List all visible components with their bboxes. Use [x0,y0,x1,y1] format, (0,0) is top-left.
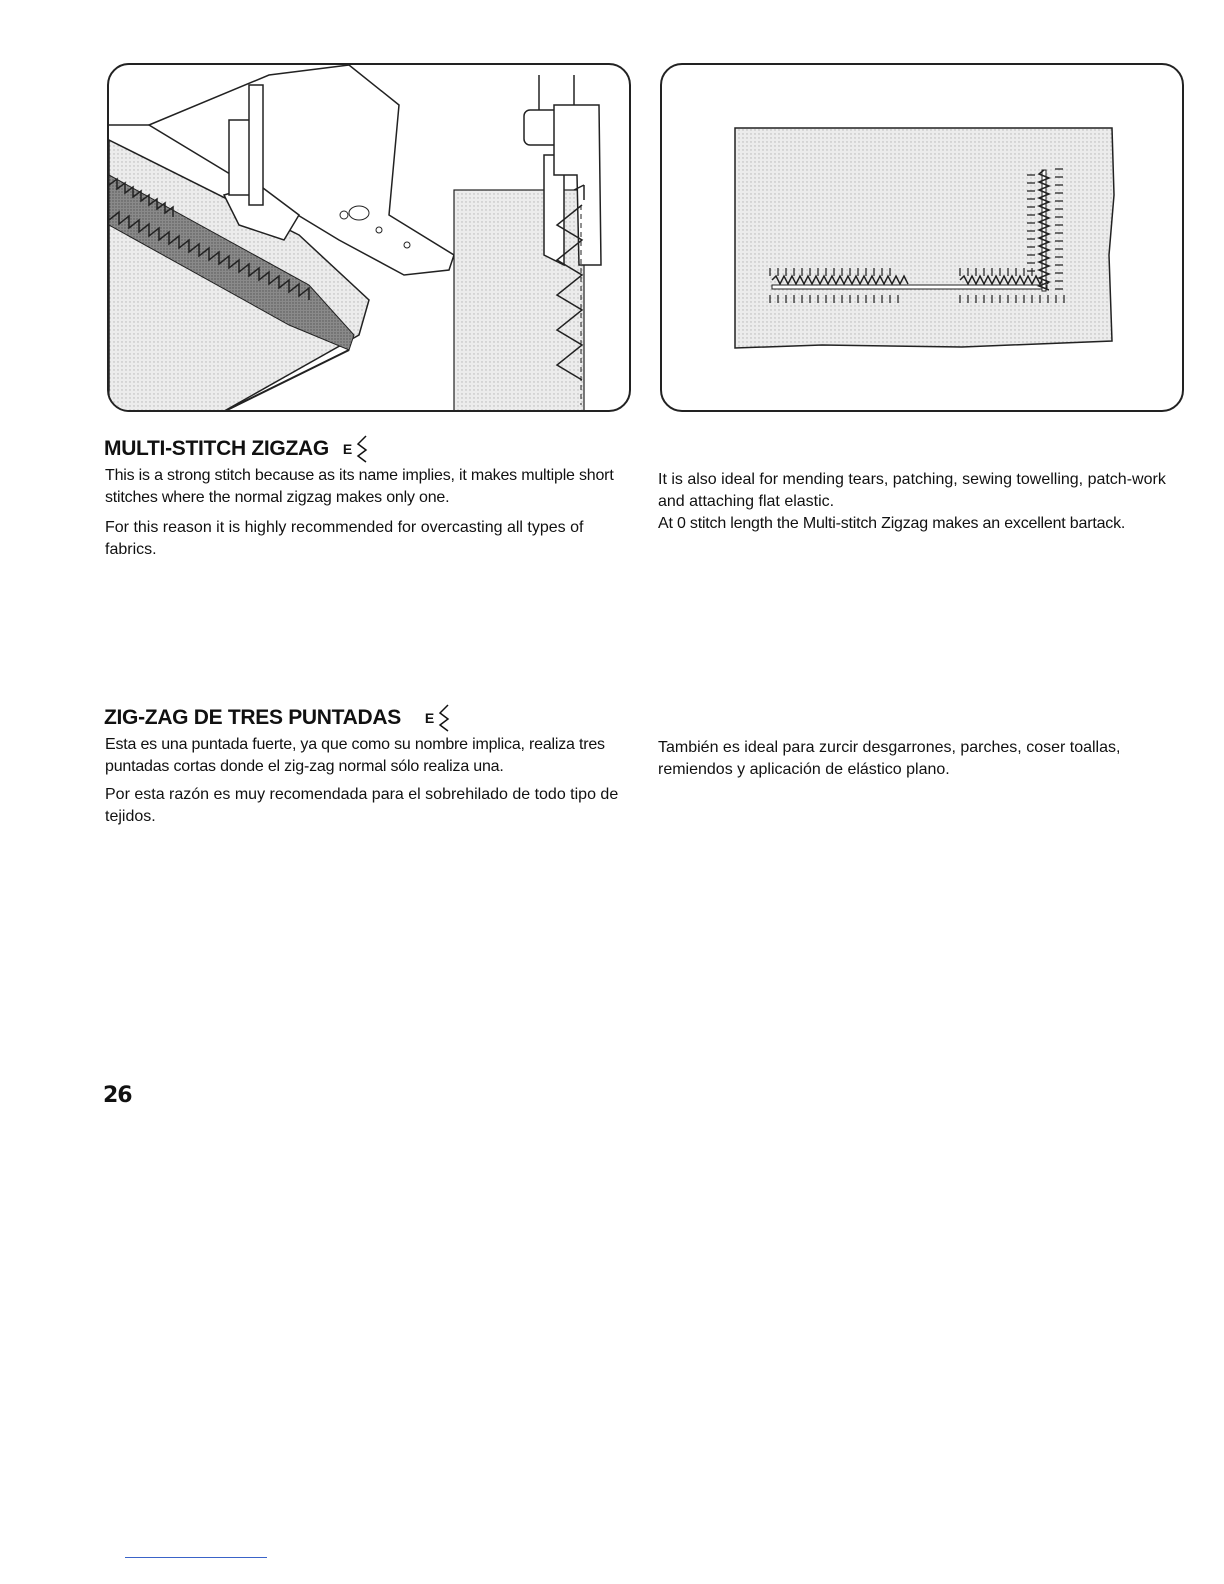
english-right-paragraph-2: At 0 stitch length the Multi-stitch Zigzag makes an excellent bartack. [658,515,1126,532]
footer-divider [125,1557,267,1558]
spanish-left-paragraph-2: Por esta razón es muy recomendada para el sobrehilado de todo tipo de tejidos. [105,786,619,825]
spanish-title-text: ZIG-ZAG DE TRES PUNTADAS [104,706,401,729]
english-title-text: MULTI-STITCH ZIGZAG [104,437,329,460]
illustration-mending-panel [660,63,1184,412]
page-number: 26 [103,1083,132,1108]
multi-stitch-zigzag-icon [356,434,370,464]
spanish-right-paragraph-1: También es ideal para zurcir desgarrones, parches, coser toallas, remiendos y aplicación de elástico plano. [658,739,1121,778]
spanish-section-title [104,703,452,733]
mended-tear-fabric-illustration [662,65,1184,412]
illustration-overcasting-panel [107,63,631,412]
sewing-machine-foot-overcasting-illustration [109,65,631,412]
multi-stitch-zigzag-icon [438,703,452,733]
spanish-stitch-letter: E [424,710,434,726]
spanish-left-paragraph-1: Esta es una puntada fuerte, ya que como su nombre implica, realiza tres puntadas cortas donde el zig-zag normal sólo realiza una. [105,736,605,775]
english-section-title [104,434,370,464]
english-left-paragraph-2: For this reason it is highly recommended for overcasting all types of fabrics. [105,519,584,558]
english-left-paragraph-1: This is a strong stitch because as its name implies, it makes multiple short stitches where the normal zigzag makes only one. [105,467,614,506]
english-stitch-letter: E [342,441,352,457]
english-right-paragraph-1: It is also ideal for mending tears, patching, sewing towelling, patch-work and attaching flat elastic. [658,471,1166,510]
